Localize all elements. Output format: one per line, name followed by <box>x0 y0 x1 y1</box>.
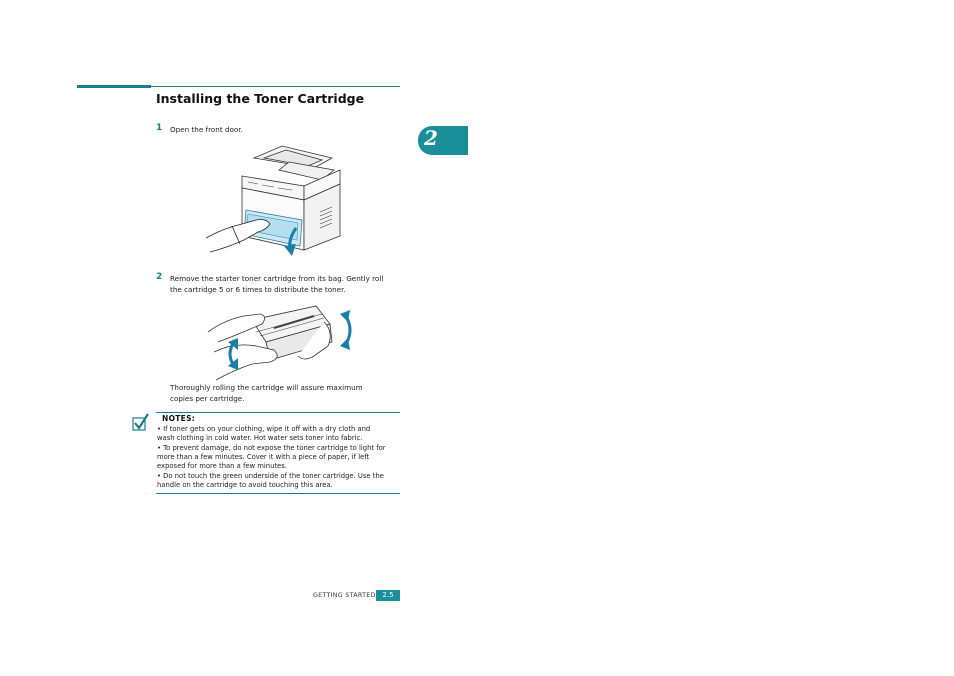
notes-list <box>156 425 402 491</box>
notes-rule-bottom <box>156 493 400 494</box>
step-2-text-line-2: the cartridge 5 or 6 times to distribute the toner. <box>170 285 346 294</box>
note-item <box>156 444 402 472</box>
step-1-text: Open the front door. <box>170 125 243 134</box>
footer-page-number: 2.5 <box>376 590 400 601</box>
note-line: handle on the cartridge to avoid touching this area. <box>157 481 333 490</box>
step-1-number: 1 <box>156 123 163 133</box>
note-line: • Do not touch the green underside of the toner cartridge. Use the <box>157 472 384 481</box>
notes-title: NOTES: <box>162 414 196 423</box>
note-line: wash clothing in cold water. Hot water sets toner into fabric. <box>157 434 363 443</box>
rolling-tip <box>170 382 400 404</box>
page-title: Installing the Toner Cartridge <box>156 91 365 106</box>
note-line: more than a few minutes. Cover it with a piece of paper, if left <box>157 453 370 462</box>
note-line: • If toner gets on your clothing, wipe it off with a dry cloth and <box>157 425 371 433</box>
chapter-tab <box>418 126 468 155</box>
printer-front-door-illustration <box>204 140 346 262</box>
step-2-text <box>170 273 402 295</box>
rolling-tip-line-2: copies per cartridge. <box>170 394 245 403</box>
note-item <box>156 472 402 490</box>
note-item <box>156 425 402 443</box>
note-line: exposed for more than a few minutes. <box>157 462 287 471</box>
rolling-tip-line-1: Thoroughly rolling the cartridge will assure maximum <box>170 383 363 392</box>
notes-rule-top <box>156 412 400 413</box>
chapter-number: 2 <box>424 126 438 150</box>
toner-cartridge-roll-illustration <box>204 302 360 384</box>
step-2-text-line-1: Remove the starter toner cartridge from its bag. Gently roll <box>170 274 384 283</box>
footer-section-name: GETTING STARTED <box>313 592 376 599</box>
note-checkmark-icon <box>130 412 150 432</box>
note-line: • To prevent damage, do not expose the toner cartridge to light for <box>157 443 386 452</box>
step-2-number: 2 <box>156 272 163 282</box>
header-rule-thin <box>151 86 400 87</box>
header-rule-thick <box>77 85 151 88</box>
